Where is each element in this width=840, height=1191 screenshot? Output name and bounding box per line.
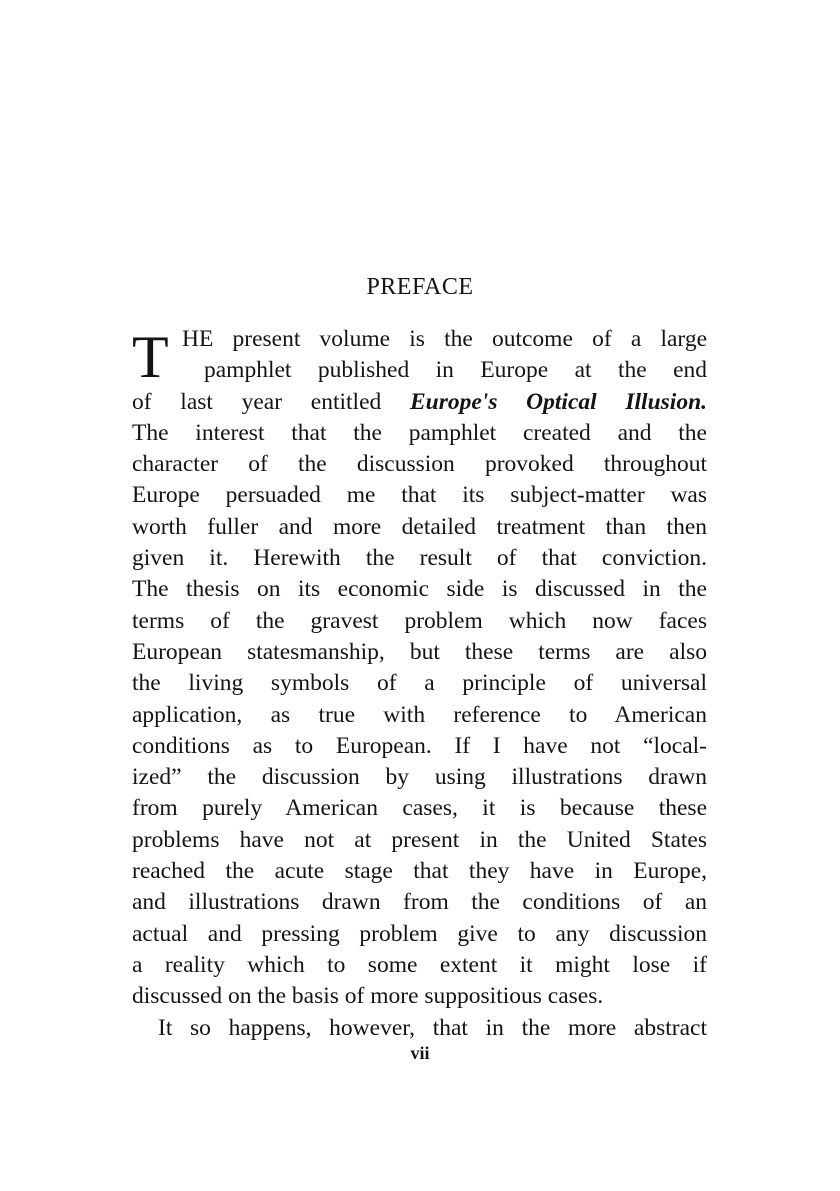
text-line: character of the discussion provoked throughout <box>132 451 707 478</box>
text-line: reached the acute stage that they have in Europe, <box>132 858 707 885</box>
text-line <box>132 387 707 418</box>
text-line: pamphlet published in Europe at the end <box>204 357 707 384</box>
text-line: The interest that the pamphlet created and the <box>132 419 707 446</box>
text-line: and illustrations drawn from the conditions of an <box>132 889 707 916</box>
text-line: The thesis on its economic side is discussed in the <box>132 576 707 603</box>
page-title: PREFACE <box>366 274 474 300</box>
text-line: from purely American cases, it is because these <box>132 795 707 822</box>
page-number: vii <box>410 1043 430 1063</box>
text-line: given it. Herewith the result of that conviction. <box>132 545 707 572</box>
text-line: problems have not at present in the United States <box>132 826 707 853</box>
text-line: conditions as to European. If I have not “local- <box>132 732 707 759</box>
text-line: actual and pressing problem give to any discussion <box>132 920 707 947</box>
text-line: discussed on the basis of more suppositious cases. <box>132 983 604 1010</box>
text-line: a reality which to some extent it might lose if <box>132 951 707 978</box>
text-line: European statesmanship, but these terms are also <box>132 638 707 665</box>
text-line: the living symbols of a principle of universal <box>132 670 707 697</box>
text-fragment: of last year entitled <box>132 388 382 415</box>
text-line: It so happens, however, that in the more abstract <box>158 1014 707 1041</box>
text-line: ized” the discussion by using illustrations drawn <box>132 764 707 791</box>
text-line: terms of the gravest problem which now faces <box>132 607 707 634</box>
text-line: HE present volume is the outcome of a large <box>182 326 707 352</box>
preface-body <box>132 324 707 1044</box>
drop-cap: T <box>132 324 169 390</box>
text-line: Europe persuaded me that its subject-matter was <box>132 482 707 509</box>
text-line: application, as true with reference to American <box>132 701 707 728</box>
book-title: Europe's Optical Illusion. <box>409 388 708 415</box>
text-line: worth fuller and more detailed treatment than then <box>132 513 707 540</box>
